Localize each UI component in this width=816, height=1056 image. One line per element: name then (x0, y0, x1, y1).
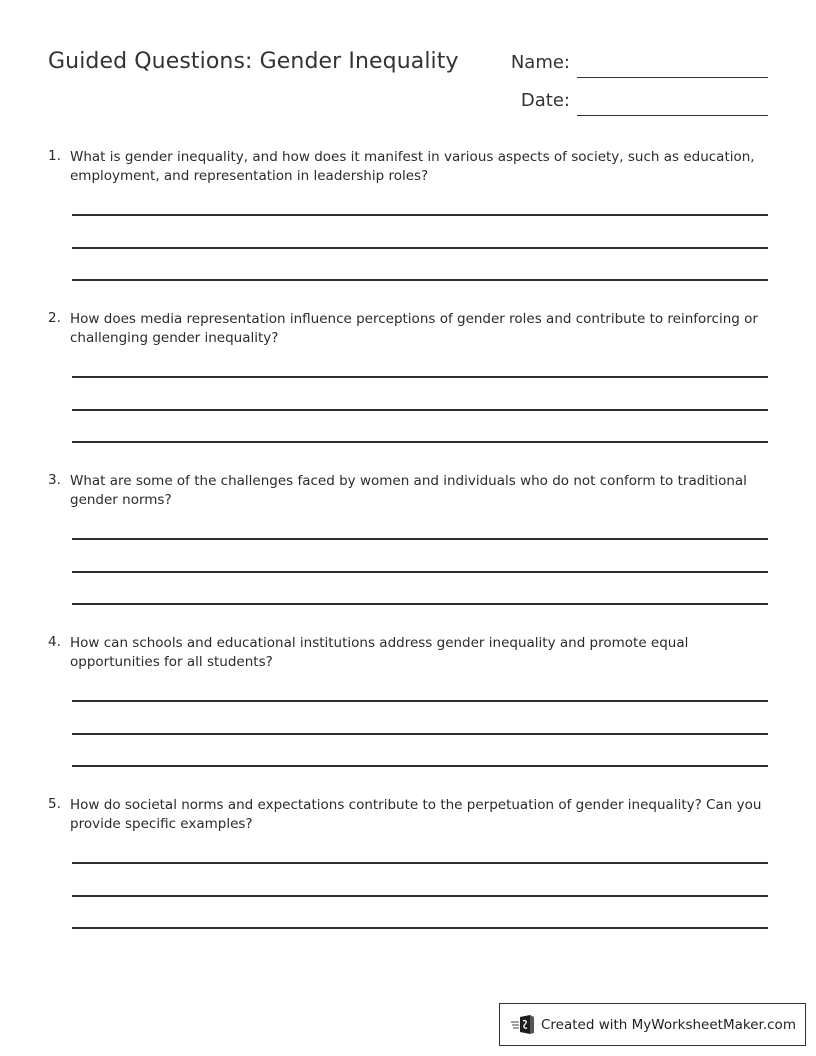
page-title: Guided Questions: Gender Inequality (48, 49, 459, 74)
date-label: Date: (520, 90, 570, 111)
answer-line[interactable] (72, 247, 768, 249)
question-text: What are some of the challenges faced by women and individuals who do not conform to traditional gender norms? (70, 473, 747, 508)
answer-line[interactable] (72, 733, 768, 735)
question-number: 2. (48, 310, 61, 326)
question-number: 4. (48, 634, 61, 650)
answer-line[interactable] (72, 376, 768, 378)
footer-badge[interactable] (499, 1003, 806, 1046)
date-field[interactable] (577, 115, 768, 116)
worksheet-maker-logo-icon (510, 1014, 536, 1036)
answer-line[interactable] (72, 895, 768, 897)
question-1 (48, 148, 768, 288)
question-number: 3. (48, 472, 61, 488)
question-number: 5. (48, 796, 61, 812)
question-5 (48, 796, 768, 936)
answer-line[interactable] (72, 279, 768, 281)
question-4 (48, 634, 768, 774)
answer-line[interactable] (72, 927, 768, 929)
answer-line[interactable] (72, 700, 768, 702)
question-number: 1. (48, 148, 61, 164)
answer-line[interactable] (72, 603, 768, 605)
answer-line[interactable] (72, 214, 768, 216)
answer-line[interactable] (72, 538, 768, 540)
question-2 (48, 310, 768, 450)
answer-line[interactable] (72, 571, 768, 573)
question-text: How can schools and educational institutions address gender inequality and promote equal opportunities for all students? (70, 635, 689, 670)
question-3 (48, 472, 768, 612)
answer-line[interactable] (72, 441, 768, 443)
answer-line[interactable] (72, 409, 768, 411)
question-text: What is gender inequality, and how does it manifest in various aspects of society, such as education, employment, and representation in leadership roles? (70, 149, 755, 184)
answer-line[interactable] (72, 765, 768, 767)
answer-line[interactable] (72, 862, 768, 864)
name-field[interactable] (577, 77, 768, 78)
question-text: How does media representation influence perceptions of gender roles and contribute to reinforcing or challenging gender inequality? (70, 311, 758, 346)
question-text: How do societal norms and expectations contribute to the perpetuation of gender inequality? Can you provide specific examples? (70, 797, 762, 832)
name-label: Name: (510, 52, 570, 73)
footer-text: Created with MyWorksheetMaker.com (541, 1017, 796, 1033)
